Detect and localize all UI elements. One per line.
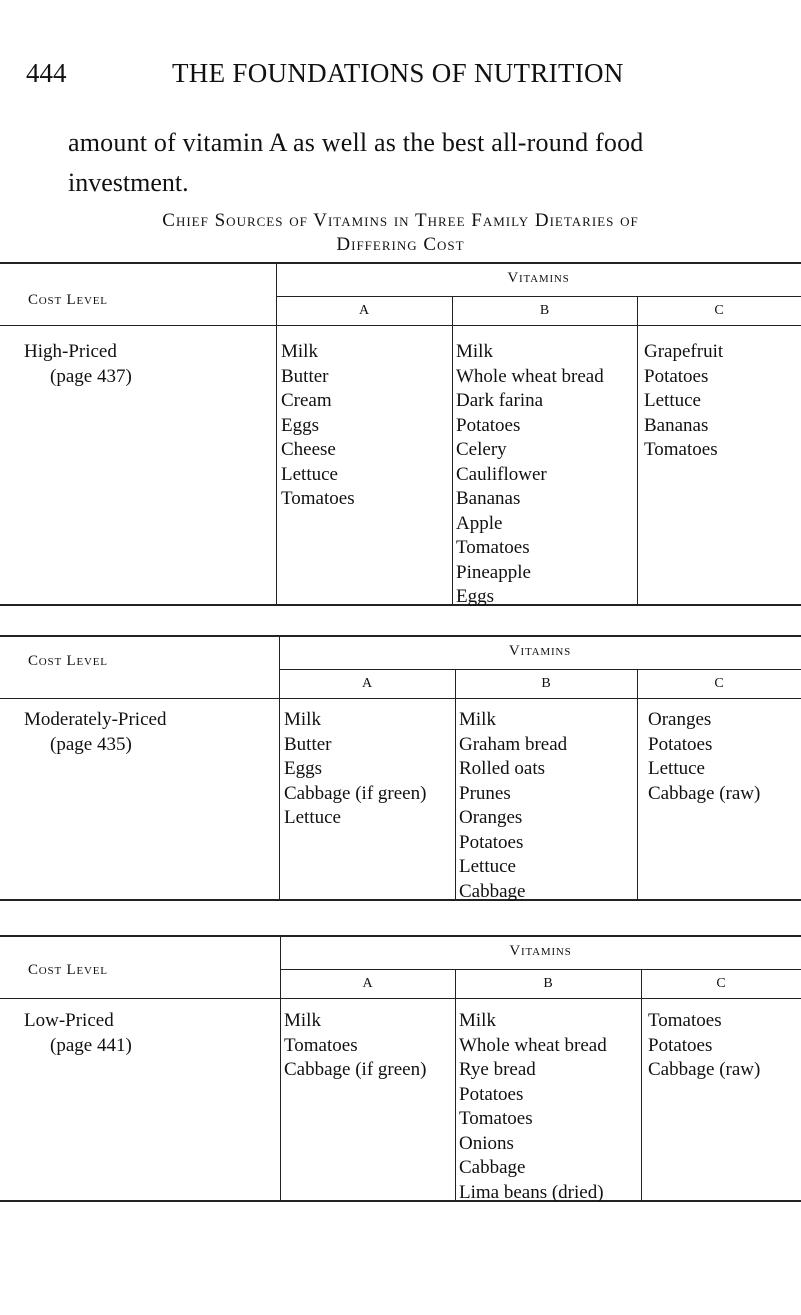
list-item: Tomatoes xyxy=(456,537,530,558)
vitamin-a-list xyxy=(281,340,355,512)
table-top-rule xyxy=(0,935,801,937)
vitamins-rule xyxy=(279,669,801,670)
list-item: Eggs xyxy=(456,586,494,607)
list-item: Pineapple xyxy=(456,561,531,583)
column-header-b: B xyxy=(543,976,553,991)
list-item: Whole wheat bread xyxy=(456,365,604,387)
list-item: Rye bread xyxy=(459,1059,536,1080)
page-number: 444 xyxy=(26,58,67,88)
list-item: Cream xyxy=(281,390,332,411)
vitamins-rule xyxy=(280,969,801,970)
list-item: Eggs xyxy=(284,758,322,779)
vitamin-a-list xyxy=(284,708,426,831)
vitamin-b-list xyxy=(459,708,567,904)
list-item: Lettuce xyxy=(644,390,701,411)
list-item: Dark farina xyxy=(456,390,544,411)
column-header-a: A xyxy=(362,976,373,991)
list-item: Potatoes xyxy=(456,414,521,436)
column-divider xyxy=(641,969,642,1200)
list-item: Cauliflower xyxy=(456,463,547,485)
vitamin-table-moderately-priced xyxy=(0,635,801,907)
list-item: Tomatoes xyxy=(648,1010,722,1031)
list-item: Potatoes xyxy=(459,831,524,853)
column-header-a: A xyxy=(358,303,370,318)
column-divider xyxy=(455,969,456,1200)
column-header-b: B xyxy=(539,303,550,318)
vitamins-header: Vitamins xyxy=(508,643,572,659)
list-item: Tomatoes xyxy=(284,1034,358,1056)
cost-level-label: Moderately-Priced xyxy=(24,709,167,730)
table-top-rule xyxy=(0,262,801,264)
list-item: Milk xyxy=(459,1010,496,1031)
table-top-rule xyxy=(0,635,801,637)
list-item: Onions xyxy=(459,1132,514,1154)
column-divider xyxy=(280,935,281,1200)
vitamin-c-list xyxy=(644,340,723,463)
page-reference: (page 437) xyxy=(50,366,132,387)
list-item: Lettuce xyxy=(459,856,516,877)
list-item: Cabbage (if green) xyxy=(284,1059,427,1080)
vitamin-table-low-priced xyxy=(0,935,801,1210)
cost-level-label: High-Priced xyxy=(24,341,117,362)
list-item: Whole wheat bread xyxy=(459,1034,607,1056)
table-bottom-rule xyxy=(0,604,801,606)
column-divider xyxy=(637,296,638,604)
list-item: Cabbage (if green) xyxy=(284,782,427,804)
intro-line-2: investment. xyxy=(68,168,189,197)
list-item: Graham bread xyxy=(459,733,568,755)
list-item: Lettuce xyxy=(648,758,705,779)
list-item: Milk xyxy=(459,709,496,730)
column-divider xyxy=(279,635,280,899)
page-header xyxy=(0,58,801,98)
list-item: Lettuce xyxy=(284,807,341,828)
list-item: Tomatoes xyxy=(281,488,355,509)
header-bottom-rule xyxy=(0,698,801,699)
list-item: Cabbage (raw) xyxy=(648,1059,761,1080)
page-reference: (page 435) xyxy=(50,734,132,755)
vitamin-c-list xyxy=(648,708,760,806)
column-divider xyxy=(637,669,638,899)
list-item: Bananas xyxy=(456,488,521,509)
vitamin-c-list xyxy=(648,1009,760,1083)
vitamin-b-list xyxy=(459,1009,607,1205)
list-item: Potatoes xyxy=(459,1083,524,1105)
column-header-c: C xyxy=(714,303,724,318)
column-header-c: C xyxy=(716,976,726,991)
list-item: Celery xyxy=(456,439,507,460)
list-item: Cabbage xyxy=(459,880,526,902)
list-item: Butter xyxy=(284,733,332,755)
list-item: Oranges xyxy=(459,807,523,828)
list-item: Cabbage xyxy=(459,1157,526,1178)
list-item: Cabbage (raw) xyxy=(648,782,761,804)
column-header-c: C xyxy=(714,676,724,691)
column-divider xyxy=(452,296,453,604)
vitamin-a-list xyxy=(284,1009,426,1083)
intro-line-1: amount of vitamin A as well as the best all-round food xyxy=(68,128,644,157)
list-item: Potatoes xyxy=(648,1034,713,1056)
table-bottom-rule xyxy=(0,1200,801,1202)
column-divider xyxy=(455,669,456,899)
cost-level-header: Cost Level xyxy=(28,292,108,308)
running-head: THE FOUNDATIONS OF NUTRITION xyxy=(172,58,624,88)
list-item: Tomatoes xyxy=(459,1108,533,1129)
list-item: Milk xyxy=(456,341,493,362)
list-item: Milk xyxy=(284,1010,321,1031)
intro-paragraph xyxy=(68,123,783,203)
list-item: Oranges xyxy=(648,709,712,730)
cost-level-header: Cost Level xyxy=(28,653,108,669)
cost-level-header: Cost Level xyxy=(28,962,108,978)
list-item: Potatoes xyxy=(648,733,713,755)
list-item: Rolled oats xyxy=(459,758,546,779)
list-item: Prunes xyxy=(459,782,511,804)
vitamins-header: Vitamins xyxy=(509,943,572,959)
table-caption-line-2: Differing Cost xyxy=(336,234,465,255)
table-caption-line-1: Chief Sources of Vitamins in Three Family Dietaries of xyxy=(162,210,639,231)
list-item: Bananas xyxy=(644,414,709,436)
vitamins-header: Vitamins xyxy=(507,270,570,286)
vitamins-rule xyxy=(276,296,801,297)
column-header-b: B xyxy=(541,676,551,691)
list-item: Eggs xyxy=(281,414,319,436)
list-item: Tomatoes xyxy=(644,439,718,460)
list-item: Milk xyxy=(281,341,318,362)
header-bottom-rule xyxy=(0,325,801,326)
cost-level-label: Low-Priced xyxy=(24,1010,114,1031)
list-item: Lettuce xyxy=(281,463,338,485)
vitamin-b-list xyxy=(456,340,604,610)
list-item: Cheese xyxy=(281,439,336,460)
column-header-a: A xyxy=(361,676,373,691)
list-item: Apple xyxy=(456,512,503,534)
vitamin-table-high-priced xyxy=(0,262,801,612)
header-bottom-rule xyxy=(0,998,801,999)
table-bottom-rule xyxy=(0,899,801,901)
list-item: Lima beans (dried) xyxy=(459,1181,604,1203)
list-item: Butter xyxy=(281,365,329,387)
page-reference: (page 441) xyxy=(50,1035,132,1056)
list-item: Potatoes xyxy=(644,365,709,387)
list-item: Grapefruit xyxy=(644,341,724,362)
list-item: Milk xyxy=(284,709,321,730)
